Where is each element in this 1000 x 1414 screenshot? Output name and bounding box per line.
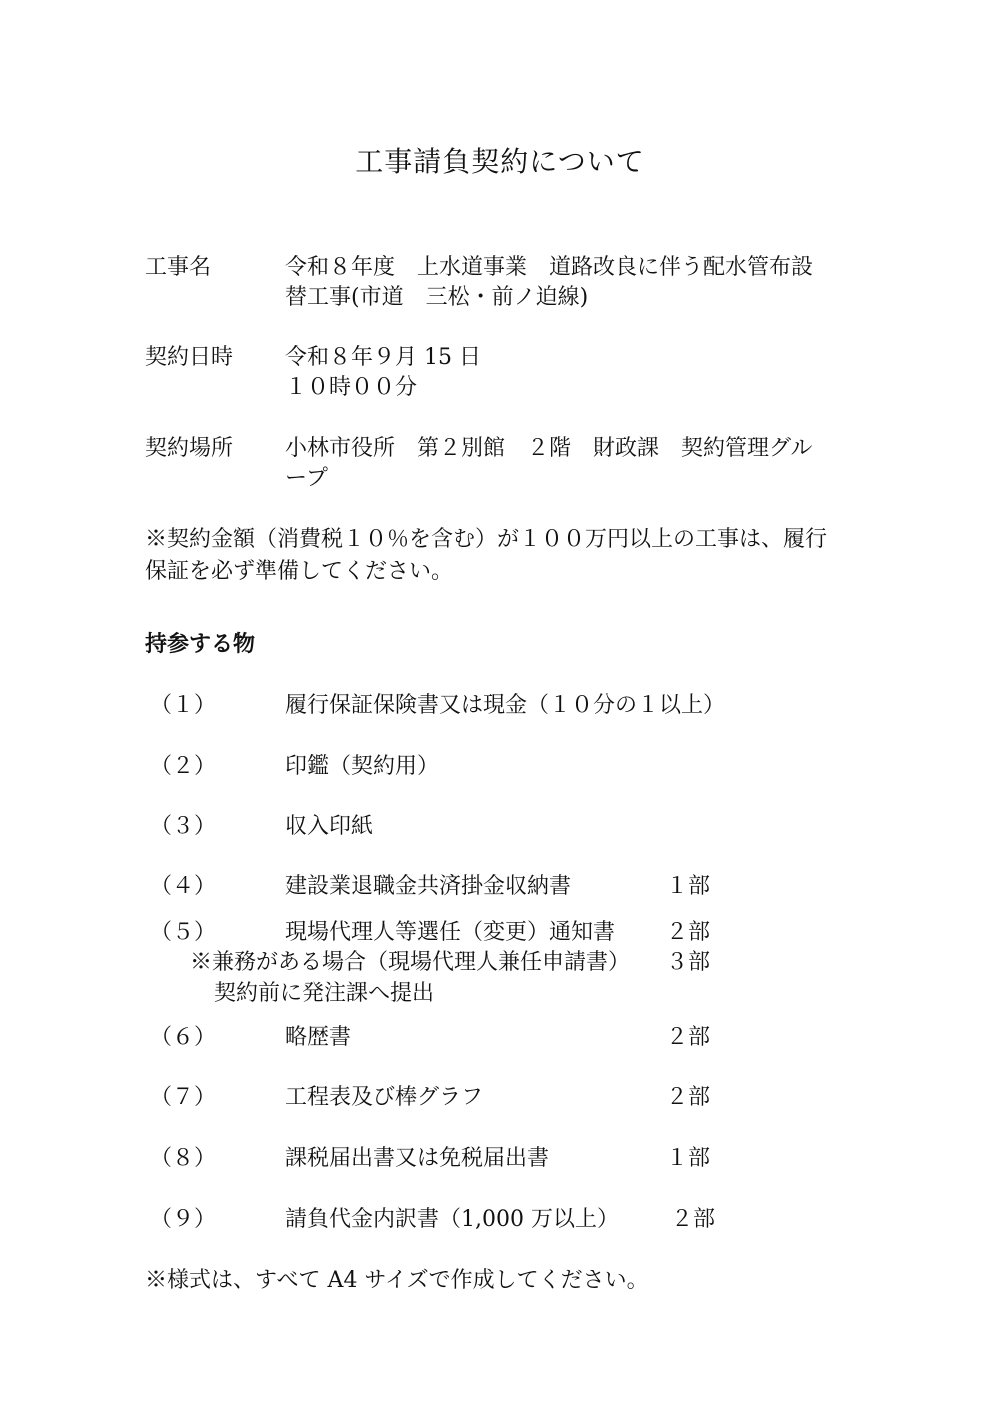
item-number: （３） — [150, 814, 217, 839]
contract-time-value: １０時００分 — [285, 375, 418, 400]
item-subnote: 契約前に発注課へ提出 — [214, 981, 435, 1006]
item-quantity: ２部 — [666, 920, 711, 945]
contract-date-label: 契約日時 — [145, 345, 234, 370]
work-name-value-line2: 替工事(市道 三松・前ノ迫線) — [285, 285, 589, 310]
item-quantity: ２部 — [666, 1085, 711, 1110]
item-text: 課税届出書又は免税届出書 — [285, 1146, 550, 1171]
guarantee-notice-line1: ※契約金額（消費税１０％を含む）が１００万円以上の工事は、履行 — [145, 527, 828, 552]
contract-place-label: 契約場所 — [145, 436, 234, 461]
item-subnote-quantity: ３部 — [666, 950, 711, 975]
work-name-value-line1: 令和８年度 上水道事業 道路改良に伴う配水管布設 — [285, 255, 814, 280]
item-number: （８） — [150, 1146, 217, 1171]
item-text: 建設業退職金共済掛金収納書 — [285, 874, 572, 899]
items-heading: 持参する物 — [145, 631, 256, 657]
item-quantity: ２部 — [671, 1207, 716, 1232]
guarantee-notice-line2: 保証を必ず準備してください。 — [145, 559, 454, 584]
item-number: （６） — [150, 1025, 217, 1050]
item-quantity: ２部 — [666, 1025, 711, 1050]
item-number: （５） — [150, 920, 217, 945]
work-name-label: 工事名 — [145, 255, 212, 280]
item-text: 履行保証保険書又は現金（１０分の１以上） — [285, 693, 726, 718]
item-number: （２） — [150, 754, 217, 779]
item-quantity: １部 — [666, 1146, 711, 1171]
item-text: 印鑑（契約用） — [285, 754, 440, 779]
contract-date-value: 令和８年９月 15 日 — [285, 345, 481, 370]
item-number: （７） — [150, 1085, 217, 1110]
item-subnote: ※兼務がある場合（現場代理人兼任申請書） — [190, 950, 631, 975]
item-text: 請負代金内訳書（1,000 万以上） — [285, 1207, 619, 1232]
item-text: 現場代理人等選任（変更）通知書 — [285, 920, 616, 945]
item-text: 工程表及び棒グラフ — [285, 1085, 484, 1110]
item-number: （１） — [150, 693, 217, 718]
contract-place-value-line1: 小林市役所 第２別館 ２階 財政課 契約管理グル — [285, 436, 813, 461]
contract-place-value-line2: ープ — [285, 466, 328, 491]
item-number: （４） — [150, 874, 217, 899]
item-text: 収入印紙 — [285, 814, 374, 839]
format-note: ※様式は、すべて A4 サイズで作成してください。 — [145, 1268, 649, 1293]
item-text: 略歴書 — [285, 1025, 352, 1050]
page-title: 工事請負契約について — [355, 145, 645, 178]
item-quantity: １部 — [666, 874, 711, 899]
item-number: （９） — [150, 1207, 217, 1232]
